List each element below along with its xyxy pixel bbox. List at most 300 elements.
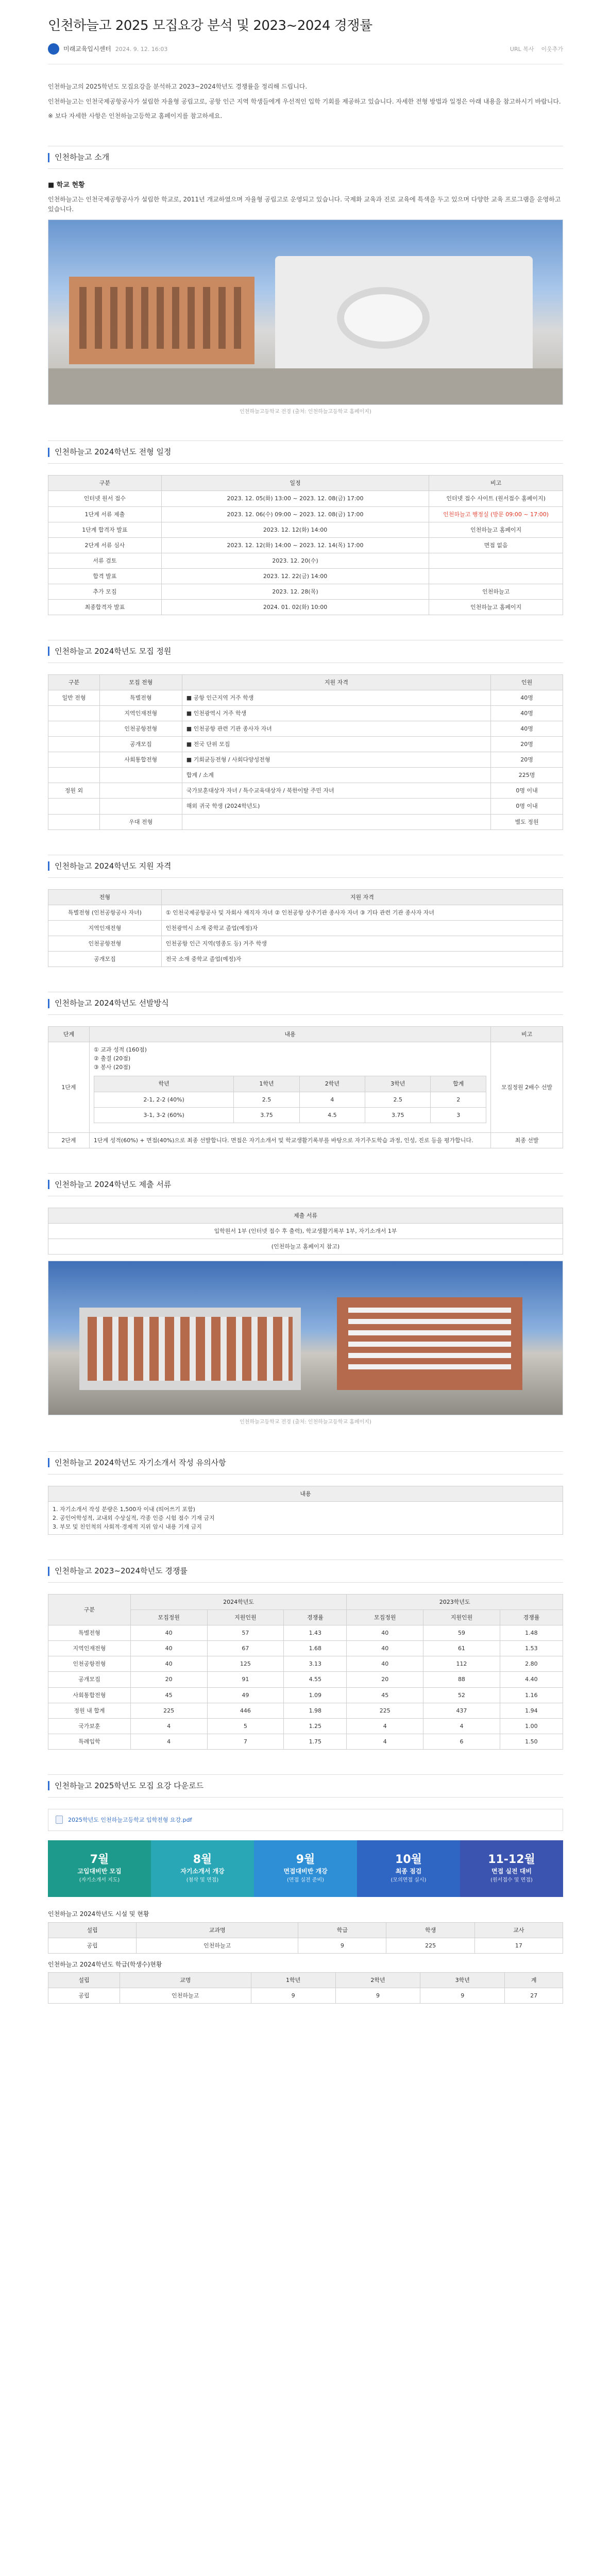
table-cell: 125 bbox=[207, 1656, 284, 1672]
table-header: 내용 bbox=[89, 1027, 490, 1042]
table-header: 2024학년도 bbox=[130, 1595, 347, 1610]
table-header: 모집정원 bbox=[347, 1610, 423, 1625]
url-copy-button[interactable]: URL 복사 bbox=[510, 45, 534, 53]
table-cell: 1.00 bbox=[500, 1718, 563, 1734]
table-row bbox=[48, 752, 563, 768]
table-row bbox=[48, 814, 563, 829]
table-cell: 40 bbox=[347, 1625, 423, 1641]
table-cell: 40 bbox=[347, 1656, 423, 1672]
table-header: 3학년 bbox=[420, 1973, 505, 1988]
table-row bbox=[48, 768, 563, 783]
table-row bbox=[94, 1107, 486, 1123]
section-heading bbox=[48, 440, 563, 464]
table-row bbox=[48, 584, 563, 599]
table-cell: 지역인재전형 bbox=[48, 920, 162, 936]
subsection-title: ■ 학교 현황 bbox=[48, 181, 85, 190]
table-cell: 2024. 01. 02(화) 10:00 bbox=[161, 599, 429, 615]
class-table bbox=[48, 1972, 563, 2004]
table-cell: 인터넷 접수 사이트 (원서접수 홈페이지) bbox=[429, 491, 563, 506]
table-cell: 4 bbox=[130, 1734, 207, 1749]
table-cell: 59 bbox=[423, 1625, 500, 1641]
table-cell: 추가 모집 bbox=[48, 584, 162, 599]
table-row bbox=[48, 1734, 563, 1749]
table-header: 2023학년도 bbox=[347, 1595, 563, 1610]
table-row bbox=[48, 799, 563, 814]
table-row bbox=[94, 1092, 486, 1107]
table-cell: 우대 전형 bbox=[99, 814, 182, 829]
table-cell: 1.53 bbox=[500, 1641, 563, 1656]
section-heading bbox=[48, 146, 563, 169]
timeline-step bbox=[151, 1840, 254, 1897]
table-row bbox=[48, 936, 563, 951]
timeline-month: 10월 bbox=[395, 1853, 422, 1866]
table-row bbox=[48, 1672, 563, 1687]
table-row bbox=[48, 1703, 563, 1718]
timeline-title: 고입대비반 모집 bbox=[77, 1868, 122, 1875]
table-row bbox=[48, 737, 563, 752]
table-cell: 20명 bbox=[491, 752, 563, 768]
timeline-step bbox=[357, 1840, 460, 1897]
section-heading bbox=[48, 1451, 563, 1475]
author-name[interactable]: 미래교육입시센터 bbox=[63, 45, 111, 53]
stage1-item: ② 출결 (20점) bbox=[93, 1055, 131, 1062]
table-cell bbox=[48, 752, 100, 768]
table-cell bbox=[48, 814, 100, 829]
essay-rule: 1. 자기소개서 작성 분량은 1,500자 이내 (띄어쓰기 포함) bbox=[53, 1505, 195, 1513]
table-header: 인원 bbox=[491, 675, 563, 690]
section-heading bbox=[48, 640, 563, 663]
table-cell: 2-1, 2-2 (40%) bbox=[94, 1092, 233, 1107]
table-cell: 인천하늘고 홈페이지 bbox=[429, 599, 563, 615]
table-cell: 2023. 12. 20(수) bbox=[161, 553, 429, 568]
table-row bbox=[48, 783, 563, 799]
section-bar bbox=[48, 1781, 49, 1790]
table-cell: 2023. 12. 22(금) 14:00 bbox=[161, 568, 429, 584]
table-cell: 3-1, 3-2 (60%) bbox=[94, 1107, 233, 1123]
table-header: 교사 bbox=[474, 1922, 563, 1938]
table-cell: 인천공항 인근 지역(영종도 등) 거주 학생 bbox=[161, 936, 563, 951]
file-icon bbox=[56, 1816, 63, 1824]
table-cell: 9 bbox=[335, 1988, 420, 2004]
section-heading bbox=[48, 992, 563, 1015]
table-cell: 1.98 bbox=[284, 1703, 347, 1718]
table-row bbox=[48, 599, 563, 615]
table-cell: 3 bbox=[431, 1107, 486, 1123]
table-cell: 20 bbox=[130, 1672, 207, 1687]
schedule-table bbox=[48, 475, 563, 615]
section-bar bbox=[48, 999, 49, 1008]
table-cell: 인터넷 원서 접수 bbox=[48, 491, 162, 506]
table-header: 지원 자격 bbox=[182, 675, 490, 690]
section-title: 인천하늘고 2024학년도 제출 서류 bbox=[55, 1179, 172, 1189]
table-cell: 437 bbox=[423, 1703, 500, 1718]
table-cell: 사회통합전형 bbox=[99, 752, 182, 768]
table-row bbox=[48, 1641, 563, 1656]
table-cell bbox=[99, 799, 182, 814]
table-header: 학급 bbox=[298, 1922, 386, 1938]
essay-rule: 3. 부모 및 친인척의 사회적·경제적 지위 암시 내용 기재 금지 bbox=[53, 1523, 202, 1530]
table-row bbox=[48, 1687, 563, 1703]
table-cell: 4.55 bbox=[284, 1672, 347, 1687]
table-cell: 2.5 bbox=[365, 1092, 431, 1107]
table-header: 2학년 bbox=[335, 1973, 420, 1988]
table-cell: 공개모집 bbox=[48, 1672, 131, 1687]
table-cell: 3.75 bbox=[365, 1107, 431, 1123]
section-bar bbox=[48, 1458, 49, 1467]
school-photo bbox=[48, 219, 563, 405]
table-cell: 2023. 12. 12(화) 14:00 ~ 2023. 12. 14(목) 17:00 bbox=[161, 537, 429, 553]
table-cell: 일반 전형 bbox=[48, 690, 100, 706]
post-title: 인천하늘고 2025 모집요강 분석 및 2023~2024 경쟁률 bbox=[48, 18, 372, 33]
download-file-name[interactable]: 2025학년도 인천하늘고등학교 입학전형 요강.pdf bbox=[68, 1816, 192, 1823]
timeline-title: 면접 실전 대비 bbox=[491, 1868, 532, 1875]
eligibility-table bbox=[48, 889, 563, 967]
section-title: 인천하늘고 2024학년도 지원 자격 bbox=[55, 861, 172, 871]
table-cell: ■ 인천광역시 거주 학생 bbox=[182, 706, 490, 721]
table-row bbox=[48, 568, 563, 584]
table-header: 계 bbox=[505, 1973, 563, 1988]
table-cell: 57 bbox=[207, 1625, 284, 1641]
table-header: 2학년 bbox=[299, 1076, 365, 1092]
section-title: 인천하늘고 2024학년도 전형 일정 bbox=[55, 447, 172, 457]
section-title: 인천하늘고 2024학년도 선발방식 bbox=[55, 998, 169, 1008]
table-header: 설립 bbox=[48, 1922, 137, 1938]
table-cell: 특별전형 bbox=[48, 1625, 131, 1641]
table-cell: 20 bbox=[347, 1672, 423, 1687]
table-header: 경쟁률 bbox=[500, 1610, 563, 1625]
table-cell: 2단계 서류 심사 bbox=[48, 537, 162, 553]
table-cell: 2 bbox=[431, 1092, 486, 1107]
section-bar bbox=[48, 1567, 49, 1576]
table-cell: 5 bbox=[207, 1718, 284, 1734]
table-cell: 공립 bbox=[48, 1938, 137, 1953]
table-row bbox=[48, 1625, 563, 1641]
timeline-sub: (첨삭 및 면접) bbox=[186, 1877, 219, 1883]
table-header: 지원인원 bbox=[207, 1610, 284, 1625]
section-heading bbox=[48, 855, 563, 878]
section-title: 인천하늘고 소개 bbox=[55, 152, 110, 162]
table-cell: 49 bbox=[207, 1687, 284, 1703]
table-cell: 446 bbox=[207, 1703, 284, 1718]
subsection-title: 인천하늘고 2024학년도 학급(학생수)현황 bbox=[48, 1960, 162, 1968]
table-header: 학년 bbox=[94, 1076, 233, 1092]
table-header: 1학년 bbox=[251, 1973, 335, 1988]
stage-note: 모집정원 2배수 선발 bbox=[491, 1042, 563, 1132]
photo-caption: 인천하늘고등학교 전경 (출처: 인천하늘고등학교 홈페이지) bbox=[240, 409, 371, 415]
table-cell: 1.16 bbox=[500, 1687, 563, 1703]
table-row bbox=[48, 905, 563, 920]
table-cell bbox=[99, 768, 182, 783]
table-cell: 2023. 12. 12(화) 14:00 bbox=[161, 522, 429, 537]
table-cell: 225 bbox=[130, 1703, 207, 1718]
table-cell: 면접 없음 bbox=[429, 537, 563, 553]
table-cell: 2023. 12. 06(수) 09:00 ~ 2023. 12. 08(금) 17:00 bbox=[161, 506, 429, 522]
table-cell: 인천하늘고 bbox=[429, 584, 563, 599]
timeline-title: 최종 점검 bbox=[395, 1868, 422, 1875]
timeline-sub: (모의면접 실시) bbox=[391, 1877, 427, 1883]
section-bar bbox=[48, 448, 49, 457]
table-header: 3학년 bbox=[365, 1076, 431, 1092]
table-cell: 40 bbox=[130, 1625, 207, 1641]
table-cell: 2023. 12. 28(목) bbox=[161, 584, 429, 599]
table-cell: 7 bbox=[207, 1734, 284, 1749]
intro-paragraph: 인천하늘고는 인천국제공항공사가 설립한 자율형 공립고로, 공항 인근 지역 학생들에게 우선적인 입학 기회를 제공하고 있습니다. 자세한 전형 방법과 일정은 아래 내용을 참고하시기 바랍니다. bbox=[48, 97, 561, 105]
table-cell: 합계 / 소계 bbox=[182, 768, 490, 783]
table-header: 비고 bbox=[429, 476, 563, 491]
table-cell: 2.80 bbox=[500, 1656, 563, 1672]
table-cell: 3.13 bbox=[284, 1656, 347, 1672]
table-cell: ■ 전국 단위 모집 bbox=[182, 737, 490, 752]
stage1-item: ① 교과 성적 (160점) bbox=[93, 1046, 147, 1054]
table-cell: 인천하늘고 홈페이지 bbox=[429, 522, 563, 537]
table-cell: 해외 귀국 학생 (2024학년도) bbox=[182, 799, 490, 814]
table-cell: 1.25 bbox=[284, 1718, 347, 1734]
table-cell: 52 bbox=[423, 1687, 500, 1703]
table-cell bbox=[48, 799, 100, 814]
table-row bbox=[48, 537, 563, 553]
table-cell: 225명 bbox=[491, 768, 563, 783]
table-cell: 9 bbox=[251, 1988, 335, 2004]
timeline-step bbox=[460, 1840, 563, 1897]
docs-table bbox=[48, 1208, 563, 1255]
docs-row: 입학원서 1부 (인터넷 접수 후 출력), 학교생활기록부 1부, 자기소개서 1부 bbox=[48, 1223, 563, 1239]
table-row bbox=[48, 951, 563, 967]
table-row bbox=[48, 920, 563, 936]
table-cell: 인천광역시 소재 중학교 졸업(예정)자 bbox=[161, 920, 563, 936]
table-cell: 4 bbox=[423, 1718, 500, 1734]
table-cell: 정원 내 합계 bbox=[48, 1703, 131, 1718]
section-title: 인천하늘고 2024학년도 모집 정원 bbox=[55, 646, 172, 656]
section-heading bbox=[48, 1774, 563, 1798]
table-cell: 20명 bbox=[491, 737, 563, 752]
table-cell bbox=[99, 783, 182, 799]
table-cell: 225 bbox=[386, 1938, 474, 1953]
table-header: 전형 bbox=[48, 889, 162, 905]
timeline-month: 11-12월 bbox=[488, 1853, 535, 1866]
table-header: 설립 bbox=[48, 1973, 120, 1988]
timeline-month: 7월 bbox=[90, 1853, 109, 1866]
table-cell: 인천공항전형 bbox=[99, 721, 182, 737]
table-cell: ■ 인천공항 관련 기관 종사자 자녀 bbox=[182, 721, 490, 737]
table-header: 내용 bbox=[48, 1486, 563, 1501]
essay-rule: 2. 공인어학성적, 교내외 수상실적, 각종 인증 시험 점수 기재 금지 bbox=[53, 1514, 215, 1521]
author-avatar[interactable] bbox=[48, 43, 59, 55]
table-cell: 지역인재전형 bbox=[48, 1641, 131, 1656]
subsection-title: 인천하늘고 2024학년도 시설 및 현황 bbox=[48, 1910, 149, 1918]
docs-row: (인천하늘고 홈페이지 참고) bbox=[48, 1239, 563, 1255]
timeline-sub: (자기소개서 지도) bbox=[79, 1877, 120, 1883]
table-header: 구분 bbox=[48, 476, 162, 491]
section-title: 인천하늘고 2024학년도 자기소개서 작성 유의사항 bbox=[55, 1458, 226, 1467]
table-cell: 1단계 서류 제출 bbox=[48, 506, 162, 522]
timeline-month: 8월 bbox=[193, 1853, 212, 1866]
table-cell: 1.50 bbox=[500, 1734, 563, 1749]
table-cell: 공립 bbox=[48, 1988, 120, 2004]
table-header: 지원 자격 bbox=[161, 889, 563, 905]
table-cell: 인천하늘고 bbox=[137, 1938, 298, 1953]
table-header: 1학년 bbox=[234, 1076, 299, 1092]
table-row bbox=[48, 690, 563, 706]
section-heading bbox=[48, 1560, 563, 1583]
table-cell: ① 인천국제공항공사 및 자회사 재직자 자녀 ② 인천공항 상주기관 종사자 자녀 ③ 기타 관련 기관 종사자 자녀 bbox=[161, 905, 563, 920]
table-row bbox=[48, 553, 563, 568]
table-header: 합계 bbox=[431, 1076, 486, 1092]
download-link[interactable] bbox=[48, 1809, 563, 1831]
table-cell: 사회통합전형 bbox=[48, 1687, 131, 1703]
table-cell: 특별전형 bbox=[99, 690, 182, 706]
table-cell: 40명 bbox=[491, 690, 563, 706]
intro-paragraph: 인천하늘고의 2025학년도 모집요강을 분석하고 2023~2024학년도 경쟁률을 정리해 드립니다. bbox=[48, 83, 308, 91]
table-cell: 1.68 bbox=[284, 1641, 347, 1656]
section-bar bbox=[48, 1180, 49, 1189]
table-cell: 최종합격자 발표 bbox=[48, 599, 162, 615]
timeline-sub: (원서접수 및 면접) bbox=[490, 1877, 533, 1883]
add-neighbor-button[interactable]: 이웃추가 bbox=[541, 45, 563, 53]
competition-table bbox=[48, 1594, 563, 1749]
table-cell: 1.43 bbox=[284, 1625, 347, 1641]
essay-table bbox=[48, 1486, 563, 1535]
table-cell: 112 bbox=[423, 1656, 500, 1672]
table-header: 교명 bbox=[120, 1973, 251, 1988]
stage-note: 최종 선발 bbox=[491, 1132, 563, 1148]
table-cell: 91 bbox=[207, 1672, 284, 1687]
table-cell: 2.5 bbox=[234, 1092, 299, 1107]
table-cell: 인천공항전형 bbox=[48, 936, 162, 951]
table-cell bbox=[48, 706, 100, 721]
table-row bbox=[48, 706, 563, 721]
table-cell: 45 bbox=[130, 1687, 207, 1703]
school-photo-2 bbox=[48, 1261, 563, 1415]
table-cell: 17 bbox=[474, 1938, 563, 1953]
stage2-content: 1단계 성적(60%) + 면접(40%)으로 최종 선발합니다. 면접은 자기소개서 및 학교생활기록부를 바탕으로 자기주도학습 과정, 인성, 진로 등을 평가합니다. bbox=[89, 1132, 490, 1148]
section-heading bbox=[48, 1173, 563, 1196]
timeline-month: 9월 bbox=[296, 1853, 315, 1866]
table-cell: 서류 검토 bbox=[48, 553, 162, 568]
table-cell: 9 bbox=[420, 1988, 505, 2004]
grade-weight-table bbox=[94, 1076, 486, 1123]
table-cell: 61 bbox=[423, 1641, 500, 1656]
quota-table bbox=[48, 674, 563, 829]
table-cell: 3.75 bbox=[234, 1107, 299, 1123]
timeline-title: 자기소개서 개강 bbox=[180, 1868, 225, 1875]
table-header: 일정 bbox=[161, 476, 429, 491]
table-cell bbox=[429, 568, 563, 584]
post-date: 2024. 9. 12. 16:03 bbox=[115, 45, 168, 53]
table-cell: 인천하늘고 행정실 (방문 09:00 ~ 17:00) bbox=[429, 506, 563, 522]
table-cell: 6 bbox=[423, 1734, 500, 1749]
table-cell bbox=[48, 737, 100, 752]
section-title: 인천하늘고 2023~2024학년도 경쟁률 bbox=[55, 1566, 188, 1575]
table-cell: 225 bbox=[347, 1703, 423, 1718]
table-cell: 특별전형 (인천공항공사 자녀) bbox=[48, 905, 162, 920]
table-cell: 4 bbox=[299, 1092, 365, 1107]
selection-table bbox=[48, 1026, 563, 1148]
stage-label: 2단계 bbox=[48, 1132, 90, 1148]
table-cell: 27 bbox=[505, 1988, 563, 2004]
timeline-step bbox=[254, 1840, 357, 1897]
timeline-title: 면접대비반 개강 bbox=[283, 1868, 328, 1875]
stage-label: 1단계 bbox=[48, 1042, 90, 1132]
table-cell: 4.40 bbox=[500, 1672, 563, 1687]
table-row bbox=[48, 1656, 563, 1672]
table-cell: 1단계 합격자 발표 bbox=[48, 522, 162, 537]
table-header: 구분 bbox=[48, 675, 100, 690]
table-header: 구분 bbox=[48, 1595, 131, 1625]
table-cell: 4 bbox=[130, 1718, 207, 1734]
table-cell: 45 bbox=[347, 1687, 423, 1703]
photo-caption: 인천하늘고등학교 전경 (출처: 인천하늘고등학교 홈페이지) bbox=[240, 1419, 371, 1426]
table-cell: 특례입학 bbox=[48, 1734, 131, 1749]
table-cell: 지역인재전형 bbox=[99, 706, 182, 721]
table-cell: 40명 bbox=[491, 706, 563, 721]
table-cell: 40 bbox=[130, 1641, 207, 1656]
table-header: 교과명 bbox=[137, 1922, 298, 1938]
table-cell: 0명 이내 bbox=[491, 783, 563, 799]
table-cell: 별도 정원 bbox=[491, 814, 563, 829]
table-cell: 공개모집 bbox=[48, 951, 162, 967]
table-row bbox=[48, 506, 563, 522]
table-cell: 1.94 bbox=[500, 1703, 563, 1718]
section-bar bbox=[48, 861, 49, 871]
section-bar bbox=[48, 647, 49, 656]
table-cell: 88 bbox=[423, 1672, 500, 1687]
table-cell: 4 bbox=[347, 1734, 423, 1749]
table-row bbox=[48, 522, 563, 537]
table-header: 모집 전형 bbox=[99, 675, 182, 690]
table-cell: 40 bbox=[347, 1641, 423, 1656]
table-cell: 40 bbox=[130, 1656, 207, 1672]
table-cell: 정원 외 bbox=[48, 783, 100, 799]
table-cell: 1.48 bbox=[500, 1625, 563, 1641]
table-header: 단계 bbox=[48, 1027, 90, 1042]
table-cell: 인천하늘고 bbox=[120, 1988, 251, 2004]
table-cell: 67 bbox=[207, 1641, 284, 1656]
table-row bbox=[48, 491, 563, 506]
essay-rules bbox=[48, 1501, 563, 1534]
timeline-sub: (면접 실전 준비) bbox=[286, 1877, 325, 1883]
table-cell: 1.75 bbox=[284, 1734, 347, 1749]
stage1-item: ③ 봉사 (20점) bbox=[93, 1064, 131, 1071]
table-cell: 4 bbox=[347, 1718, 423, 1734]
table-header: 제출 서류 bbox=[48, 1208, 563, 1223]
table-header: 모집정원 bbox=[130, 1610, 207, 1625]
table-cell: 공개모집 bbox=[99, 737, 182, 752]
table-cell: 0명 이내 bbox=[491, 799, 563, 814]
school-description: 인천하늘고는 인천국제공항공사가 설립한 학교로, 2011년 개교하였으며 자율형 공립고로 운영되고 있습니다. 국제화 교육과 진로 교육에 특색을 두고 있으며 다양한 교육 프로그램을 운영하고 있습니다. bbox=[48, 196, 561, 213]
table-cell: 9 bbox=[298, 1938, 386, 1953]
table-cell: 40명 bbox=[491, 721, 563, 737]
timeline-step bbox=[48, 1840, 151, 1897]
table-cell: 4.5 bbox=[299, 1107, 365, 1123]
table-cell: 합격 발표 bbox=[48, 568, 162, 584]
table-cell: 1.09 bbox=[284, 1687, 347, 1703]
section-bar bbox=[48, 153, 49, 162]
table-header: 학생 bbox=[386, 1922, 474, 1938]
table-cell: 2023. 12. 05(화) 13:00 ~ 2023. 12. 08(금) 17:00 bbox=[161, 491, 429, 506]
academy-timeline bbox=[48, 1840, 563, 1897]
table-cell bbox=[429, 553, 563, 568]
table-row bbox=[48, 721, 563, 737]
post-meta bbox=[48, 43, 563, 64]
section-title: 인천하늘고 2025학년도 모집 요강 다운로드 bbox=[55, 1781, 204, 1790]
intro-note: ※ 보다 자세한 사항은 인천하늘고등학교 홈페이지를 참고하세요. bbox=[48, 112, 223, 120]
table-cell: ■ 기회균등전형 / 사회다양성전형 bbox=[182, 752, 490, 768]
table-header: 비고 bbox=[491, 1027, 563, 1042]
table-row bbox=[48, 1718, 563, 1734]
table-cell: 국가보훈 bbox=[48, 1718, 131, 1734]
table-cell: 인천공항전형 bbox=[48, 1656, 131, 1672]
stage1-content bbox=[89, 1042, 490, 1132]
